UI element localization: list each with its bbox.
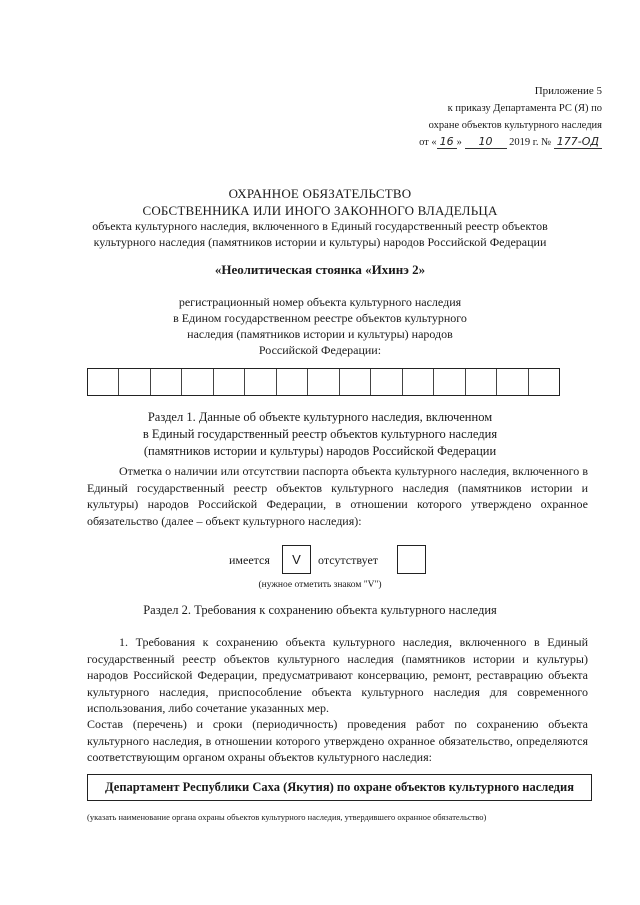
requirements-paragraph: 1. Требования к сохранению объекта культурного наследия, включенного в Единый государственный реестр объектов культурного наследия (памятников истории и культуры) народов Российской Федерации, предусматривают консервацию, ремонт, реставрацию объекта культурного наследия, приспособление объекта культурного наследия для современного использования, либо сочетание указанных мер.: [87, 635, 588, 715]
registration-digit-cell: [88, 369, 119, 395]
doc-title-line1: ОХРАННОЕ ОБЯЗАТЕЛЬСТВО: [228, 186, 412, 201]
section1-heading: [60, 409, 580, 460]
registration-number-grid: [87, 368, 560, 396]
registration-digit-cell: [277, 369, 308, 395]
registration-line4: Российской Федерации:: [258, 343, 382, 357]
annex-department-line: охране объектов культурного наследия: [428, 120, 602, 131]
registration-digit-cell: [245, 369, 276, 395]
registration-caption: [60, 294, 580, 358]
section1-line2: в Единый государственный реестр объектов культурного наследия: [142, 427, 498, 441]
present-label: имеется: [229, 553, 270, 567]
passport-presence-row: [0, 545, 640, 575]
present-checkbox[interactable]: V: [282, 545, 311, 574]
doc-subtitle-line1: объекта культурного наследия, включенного в Единый государственный реестр объектов: [92, 219, 548, 233]
registration-digit-cell: [214, 369, 245, 395]
registration-digit-cell: [434, 369, 465, 395]
registration-digit-cell: [497, 369, 528, 395]
date-prefix: от «: [419, 137, 437, 148]
registration-line1: регистрационный номер объекта культурного наследия: [178, 295, 462, 309]
absent-checkbox[interactable]: [397, 545, 426, 574]
registration-digit-cell: [151, 369, 182, 395]
section2-heading: Раздел 2. Требования к сохранению объекта культурного наследия: [143, 603, 497, 617]
annex-date-line: [392, 134, 602, 151]
annex-title: Приложение 5: [534, 85, 602, 97]
registration-digit-cell: [340, 369, 371, 395]
absent-label: отсутствует: [318, 553, 379, 567]
doc-title-line2: СОБСТВЕННИКА ИЛИ ИНОГО ЗАКОННОГО ВЛАДЕЛЬЦА: [142, 203, 498, 218]
annex-order-line: к приказу Департамента РС (Я) по: [447, 103, 602, 114]
date-mid: »: [456, 137, 462, 148]
handwritten-month: 10: [465, 136, 507, 149]
authority-note: (указать наименование органа охраны объектов культурного наследия, утвердившего охранное обязательство): [87, 812, 487, 822]
passport-paragraph: Отметка о наличии или отсутствии паспорта объекта культурного наследия, включенного в Единый государственный реестр объектов культурного наследия (памятников истории и культуры) народов Российской Федерации, в отношении которого утверждено охранное обязательство (далее – объект культурного наследия):: [87, 464, 588, 528]
registration-digit-cell: [403, 369, 434, 395]
date-year: 2019 г. №: [509, 137, 552, 148]
handwritten-number: 177-ОД: [554, 136, 602, 149]
annex-header: [392, 83, 602, 151]
registration-digit-cell: [466, 369, 497, 395]
registration-line3: наследия (памятников истории и культуры) народов: [187, 327, 453, 341]
registration-digit-cell: [529, 369, 559, 395]
registration-digit-cell: [119, 369, 150, 395]
registration-line2: в Едином государственном реестре объектов культурного: [173, 311, 467, 325]
presence-note: (нужное отметить знаком "V"): [258, 580, 382, 590]
doc-subtitle-line2: культурного наследия (памятников истории и культуры) народов Российской Федерации: [93, 235, 547, 249]
registration-digit-cell: [182, 369, 213, 395]
section1-line3: (памятников истории и культуры) народов Российской Федерации: [143, 444, 497, 458]
composition-paragraph: Состав (перечень) и сроки (периодичность) проведения работ по сохранению объекта культурного наследия, в отношении которого утверждено охранное обязательство, определяются соответствующим органом охраны объектов культурного наследия:: [87, 717, 588, 764]
registration-digit-cell: [308, 369, 339, 395]
registration-digit-cell: [371, 369, 402, 395]
object-name: «Неолитическая стоянка «Ихинэ 2»: [214, 262, 426, 277]
section1-line1: Раздел 1. Данные об объекте культурного наследия, включенном: [147, 410, 493, 424]
handwritten-day: 16: [437, 136, 457, 149]
authority-name-box: Департамент Республики Саха (Якутия) по охране объектов культурного наследия: [87, 774, 592, 801]
